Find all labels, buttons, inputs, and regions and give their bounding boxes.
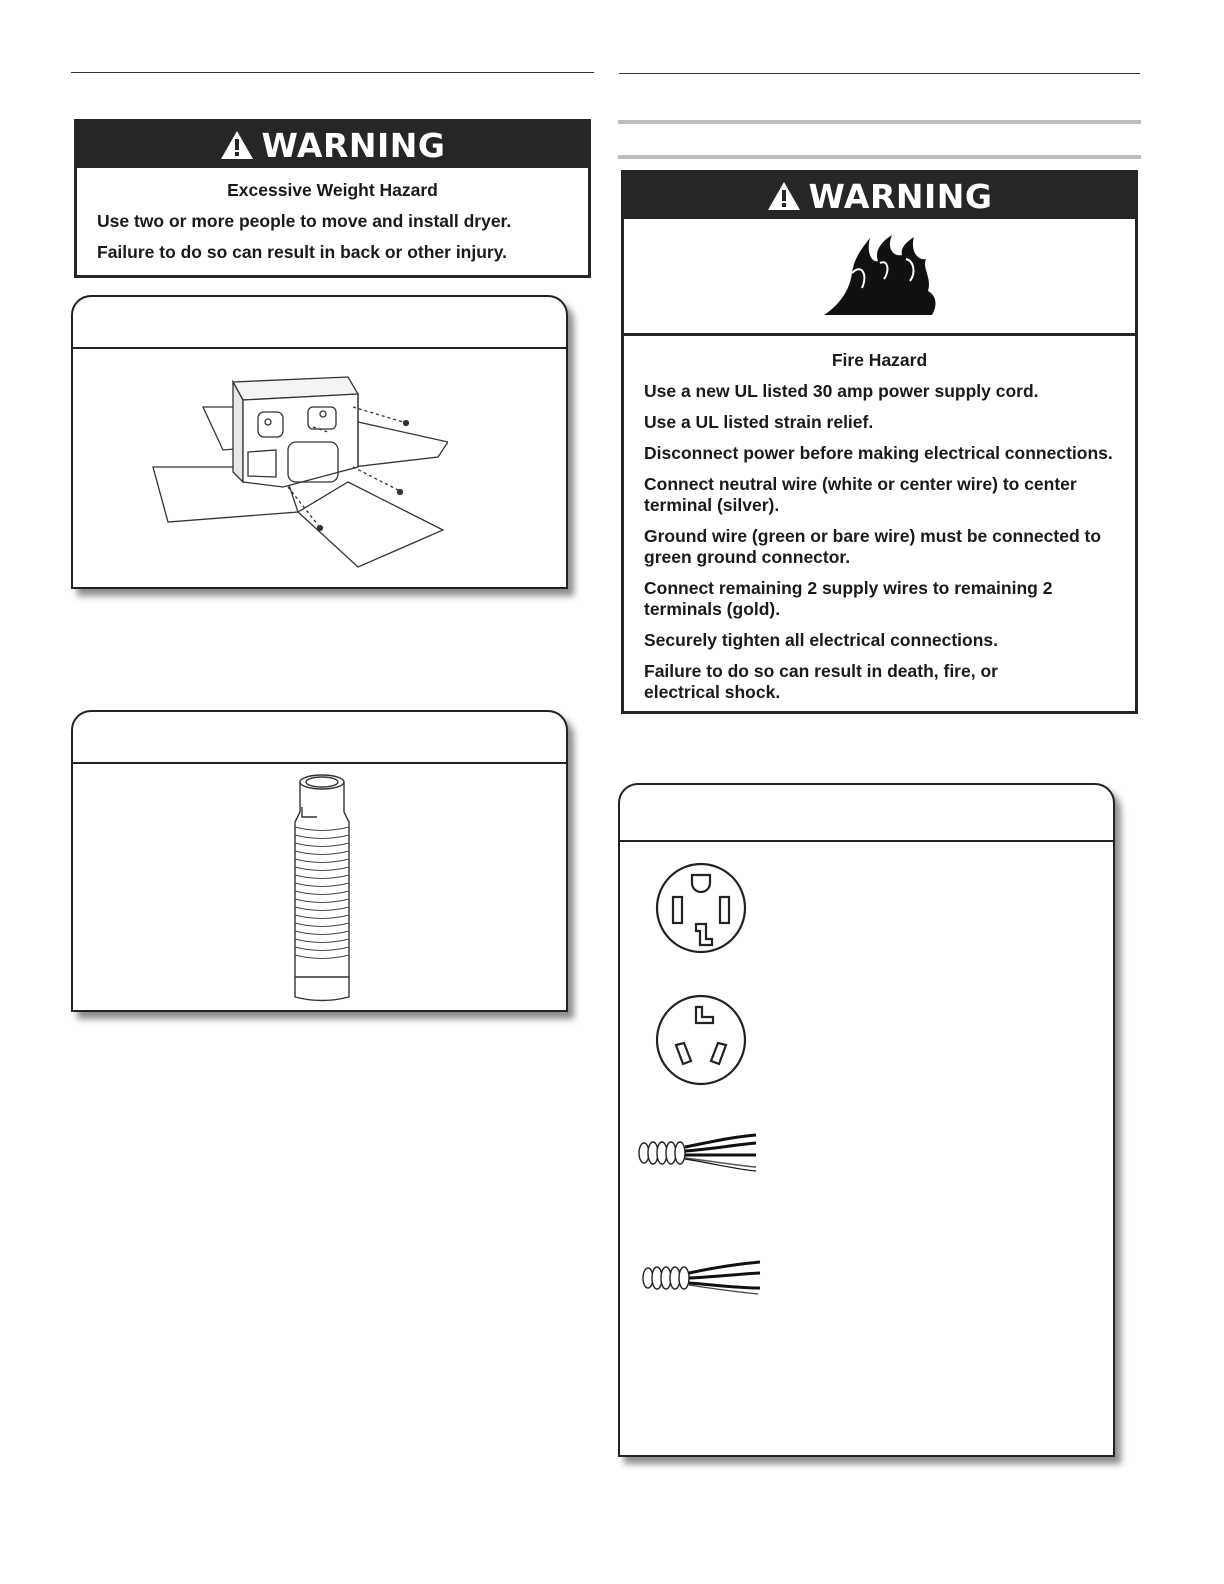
fire-warning-line: Failure to do so can result in death, fire, or electrical shock. bbox=[644, 661, 998, 702]
fire-warning-line: Connect remaining 2 supply wires to remaining 2 terminals (gold). bbox=[644, 578, 1053, 619]
electrical-connection-panel bbox=[618, 783, 1115, 1457]
fire-pictogram-area bbox=[624, 219, 1135, 336]
3-wire-receptacle-icon bbox=[654, 993, 748, 1087]
weight-hazard-title: Excessive Weight Hazard bbox=[227, 180, 438, 200]
weight-warning-line: Failure to do so can result in back or other injury. bbox=[97, 242, 508, 262]
fire-icon bbox=[822, 233, 942, 317]
warning-triangle-icon bbox=[220, 130, 254, 160]
dryer-unpack-panel bbox=[71, 295, 568, 589]
fire-warning-box bbox=[621, 170, 1138, 714]
flexible-vent-hose-illustration bbox=[287, 772, 357, 1007]
fire-warning-title: WARNING bbox=[808, 176, 993, 216]
fire-warning-line: Securely tighten all electrical connections. bbox=[644, 630, 999, 650]
vent-hose-panel bbox=[71, 710, 568, 1012]
fire-hazard-title: Fire Hazard bbox=[831, 350, 928, 370]
section-rule-top bbox=[618, 120, 1141, 124]
fire-warning-line: Use a new UL listed 30 amp power supply cord. bbox=[644, 381, 1039, 401]
weight-warning-line: Use two or more people to move and install dryer. bbox=[97, 211, 512, 231]
fire-warning-line: Disconnect power before making electrical connections. bbox=[644, 443, 1113, 463]
weight-warning-box bbox=[74, 119, 591, 278]
3-wire-cable-icon bbox=[640, 1258, 765, 1298]
fire-warning-header bbox=[624, 173, 1135, 219]
4-wire-receptacle-icon bbox=[654, 861, 748, 955]
weight-warning-header bbox=[77, 122, 588, 168]
top-rule-right bbox=[619, 73, 1140, 74]
fire-warning-line: Connect neutral wire (white or center wire) to center terminal (silver). bbox=[644, 474, 1077, 515]
dryer-on-carton-illustration bbox=[148, 372, 448, 572]
section-rule-bottom bbox=[618, 155, 1141, 159]
4-wire-cable-icon bbox=[636, 1131, 761, 1176]
warning-triangle-icon bbox=[767, 181, 801, 211]
fire-warning-line: Use a UL listed strain relief. bbox=[644, 412, 874, 432]
top-rule-left bbox=[71, 72, 594, 73]
fire-warning-line: Ground wire (green or bare wire) must be connected to green ground connector. bbox=[644, 526, 1102, 567]
weight-warning-title: WARNING bbox=[261, 125, 446, 165]
